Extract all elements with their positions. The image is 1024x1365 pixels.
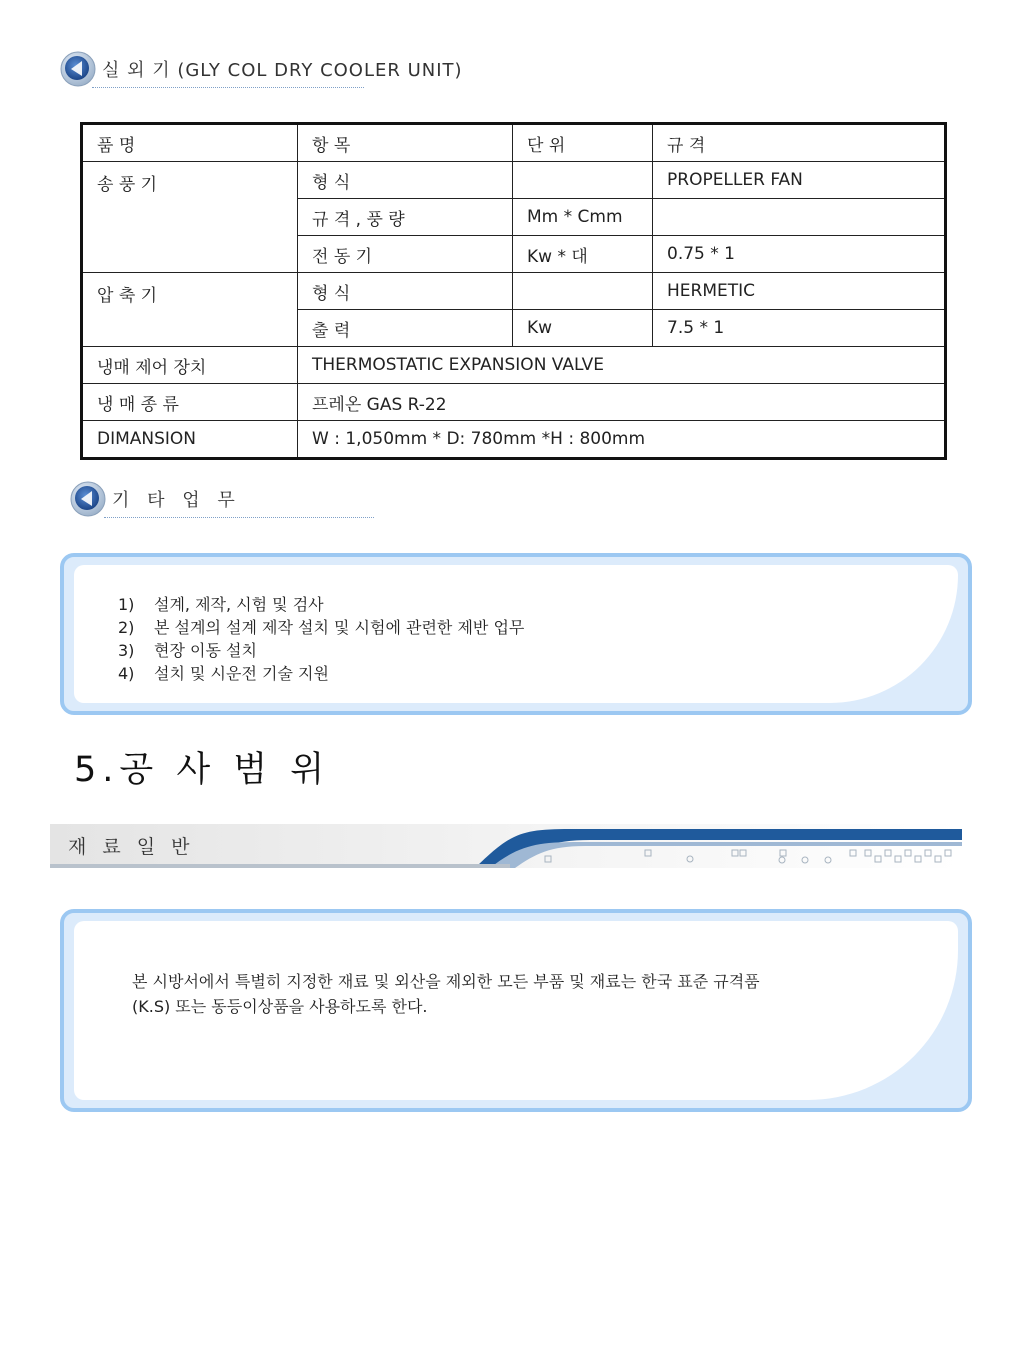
heading-underline: [104, 517, 374, 518]
table-cell: 프레온 GAS R-22: [298, 384, 946, 421]
table-cell: 냉 매 종 류: [82, 384, 298, 421]
list-text: 본 설계의 설계 제작 설치 및 시험에 관련한 제반 업무: [154, 618, 525, 637]
banner-label: 재 료 일 반: [68, 836, 195, 858]
table-header-cell: 항 목: [298, 124, 513, 162]
scope-title: 5.공 사 범 위: [74, 750, 331, 790]
table-cell: Mm * Cmm: [513, 199, 653, 236]
table-cell: 0.75 * 1: [653, 236, 946, 273]
compressor-name-cell: 압 축 기: [82, 273, 298, 347]
list-item: [118, 662, 524, 685]
table-row: [82, 162, 946, 199]
panel-inner: [74, 565, 958, 703]
list-text: 설치 및 시운전 기술 지원: [154, 664, 329, 683]
table-header-cell: 단 위: [513, 124, 653, 162]
list-number: 2): [118, 618, 135, 637]
table-cell: 7.5 * 1: [653, 310, 946, 347]
table-cell: THERMOSTATIC EXPANSION VALVE: [298, 347, 946, 384]
paragraph-line: (K.S) 또는 동등이상품을 사용하도록 한다.: [132, 997, 428, 1016]
list-item: [118, 616, 524, 639]
table-cell: Kw * 대: [513, 236, 653, 273]
table-cell: Kw: [513, 310, 653, 347]
table-cell: HERMETIC: [653, 273, 946, 310]
table-cell: 냉매 제어 장치: [82, 347, 298, 384]
table-cell: 전 동 기: [298, 236, 513, 273]
list-text: 현장 이동 설치: [154, 641, 257, 660]
list-number: 4): [118, 664, 135, 683]
outdoor-unit-heading: [60, 51, 463, 87]
section-bullet-icon: [70, 481, 106, 517]
table-cell: DIMANSION: [82, 421, 298, 459]
table-cell: [513, 162, 653, 199]
table-header-row: [82, 124, 946, 162]
table-header-cell: 규 격: [653, 124, 946, 162]
section-title: 기 타 업 무: [112, 490, 241, 511]
panel-inner: [74, 921, 958, 1100]
materials-paragraph: [132, 969, 932, 1019]
table-cell: 형 식: [298, 273, 513, 310]
table-cell: 형 식: [298, 162, 513, 199]
table-row: [82, 347, 946, 384]
table-cell: 규 격 , 풍 량: [298, 199, 513, 236]
other-tasks-panel: [60, 553, 972, 715]
table-cell: 출 력: [298, 310, 513, 347]
other-tasks-heading: [70, 481, 241, 517]
table-cell: W : 1,050mm * D: 780mm *H : 800mm: [298, 421, 946, 459]
materials-panel: [60, 909, 972, 1112]
spec-table: [80, 122, 947, 460]
section-bullet-icon: [60, 51, 96, 87]
list-text: 설계, 제작, 시험 및 검사: [154, 595, 324, 614]
table-row: [82, 273, 946, 310]
section-title: 실 외 기 (GLY COL DRY COOLER UNIT): [102, 60, 463, 81]
heading-underline: [92, 87, 364, 88]
table-header-cell: 품 명: [82, 124, 298, 162]
table-row: [82, 421, 946, 459]
table-cell: [653, 199, 946, 236]
table-cell: PROPELLER FAN: [653, 162, 946, 199]
list-number: 3): [118, 641, 135, 660]
list-number: 1): [118, 595, 135, 614]
fan-name-cell: 송 풍 기: [82, 162, 298, 273]
paragraph-line: 본 시방서에서 특별히 지정한 재료 및 외산을 제외한 모든 부품 및 재료는 한국 표준 규격품: [132, 972, 760, 991]
list-item: [118, 639, 524, 662]
table-cell: [513, 273, 653, 310]
list-item: [118, 593, 524, 616]
task-list: [118, 593, 524, 685]
table-row: [82, 384, 946, 421]
